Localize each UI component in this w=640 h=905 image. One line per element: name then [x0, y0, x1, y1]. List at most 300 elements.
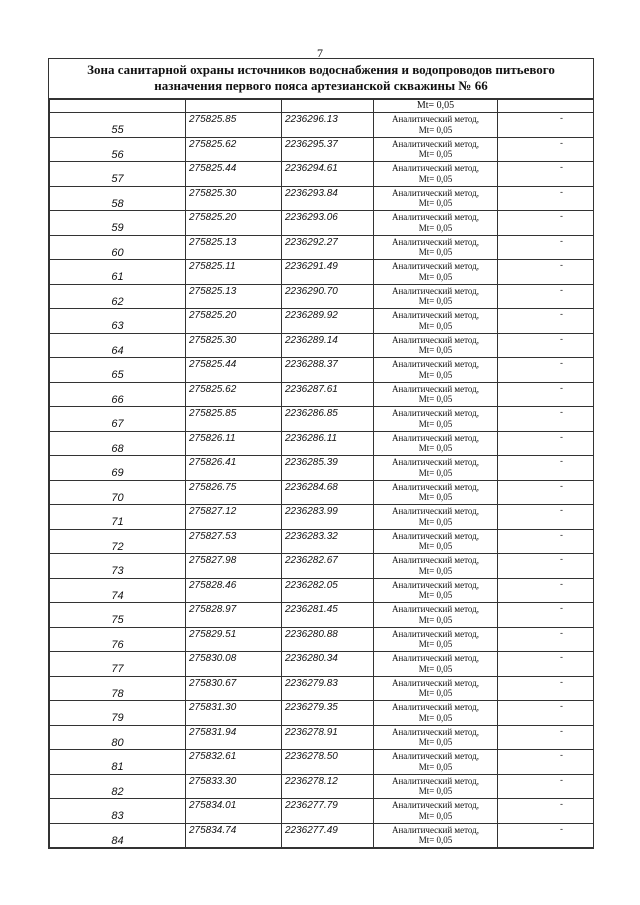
- y-coordinate-cell: [282, 358, 374, 383]
- x-coordinate-cell: [186, 309, 282, 334]
- method-cell: [374, 382, 498, 407]
- extra-value: -: [560, 260, 563, 270]
- x-coordinate: 275829.51: [189, 628, 237, 640]
- method-line2: Mt= 0,05: [418, 198, 453, 208]
- point-number: 56: [111, 148, 124, 161]
- x-coordinate-cell: [186, 529, 282, 554]
- point-number-cell: [50, 284, 186, 309]
- extra-cell: [498, 480, 594, 505]
- point-number: 68: [111, 442, 124, 455]
- y-coordinate-cell: [282, 799, 374, 824]
- x-coordinate-cell: [186, 382, 282, 407]
- y-coordinate-cell: [282, 333, 374, 358]
- y-coordinate-cell: [282, 505, 374, 530]
- method-line2: Mt= 0,05: [418, 663, 453, 674]
- point-number: 60: [111, 246, 124, 259]
- x-coordinate: 275827.98: [189, 555, 237, 566]
- point-number-cell: [50, 333, 186, 358]
- method-text: [374, 677, 497, 699]
- x-coordinate-cell: [186, 603, 282, 628]
- method-line1: Аналитический метод,: [391, 163, 480, 173]
- x-coordinate: 275825.30: [189, 334, 237, 346]
- method-line2: Mt= 0,05: [418, 541, 453, 551]
- method-cell: [374, 480, 498, 505]
- method-line2: Mt= 0,05: [418, 345, 453, 355]
- extra-value: -: [560, 725, 563, 736]
- method-cell: [374, 137, 498, 162]
- point-number-cell: [50, 235, 186, 260]
- point-number-cell: [50, 701, 186, 726]
- method-line2: Mt= 0,05: [418, 688, 453, 698]
- extra-value: -: [560, 701, 563, 711]
- x-coordinate: 275827.12: [189, 506, 237, 517]
- extra-value: -: [560, 309, 563, 319]
- extra-cell: [498, 407, 594, 432]
- continuation-cell-method: [374, 100, 498, 113]
- extra-value: -: [560, 235, 563, 246]
- table-row: [50, 799, 594, 824]
- point-number: 65: [111, 369, 124, 381]
- table-row: [50, 407, 594, 432]
- y-coordinate: 2236279.35: [285, 702, 338, 713]
- table-row: [50, 333, 594, 358]
- y-coordinate: 2236287.61: [285, 383, 338, 395]
- extra-cell: [498, 603, 594, 628]
- y-coordinate-cell: [282, 676, 374, 701]
- method-line1: Аналитический метод,: [391, 261, 480, 271]
- extra-value: -: [560, 676, 563, 687]
- extra-cell: [498, 358, 594, 383]
- method-text: [374, 603, 497, 625]
- continued-method-line: Mt= 0,05: [416, 100, 455, 111]
- method-cell: [374, 162, 498, 187]
- point-number-cell: [50, 603, 186, 628]
- point-number-cell: [50, 529, 186, 554]
- extra-value: -: [560, 799, 563, 809]
- method-line1: Аналитический метод,: [391, 481, 480, 492]
- table-row: [50, 823, 594, 848]
- point-number-cell: [50, 431, 186, 456]
- table-row: [50, 750, 594, 775]
- extra-cell: [498, 554, 594, 579]
- point-number: 61: [111, 271, 124, 283]
- y-coordinate: 2236278.12: [285, 775, 338, 787]
- y-coordinate: 2236293.84: [285, 187, 338, 199]
- method-line1: Аналитический метод,: [391, 408, 480, 418]
- extra-cell: [498, 627, 594, 652]
- y-coordinate: 2236289.92: [285, 310, 338, 321]
- point-number-cell: [50, 162, 186, 187]
- point-number: 73: [111, 565, 124, 577]
- coordinates-table: [49, 99, 594, 848]
- y-coordinate-cell: [282, 211, 374, 236]
- x-coordinate: 275825.85: [189, 408, 237, 419]
- point-number: 79: [111, 712, 124, 724]
- x-coordinate-cell: [186, 113, 282, 138]
- method-line2: Mt= 0,05: [418, 492, 453, 502]
- y-coordinate: 2236284.68: [285, 481, 338, 493]
- x-coordinate: 275825.44: [189, 359, 237, 370]
- method-cell: [374, 578, 498, 603]
- extra-value: -: [560, 162, 563, 172]
- method-cell: [374, 333, 498, 358]
- point-number-cell: [50, 578, 186, 603]
- point-number-cell: [50, 676, 186, 701]
- method-line2: Mt= 0,05: [418, 173, 453, 184]
- continuation-cell-extra: [498, 100, 594, 113]
- method-text: [374, 824, 497, 846]
- point-number: 82: [111, 785, 124, 798]
- table-row: [50, 652, 594, 677]
- method-text: [374, 554, 497, 576]
- method-line1: Аналитический метод,: [391, 187, 480, 198]
- method-text: [374, 652, 497, 674]
- y-coordinate: 2236282.05: [285, 579, 338, 591]
- method-line2: Mt= 0,05: [418, 737, 453, 747]
- x-coordinate-cell: [186, 725, 282, 750]
- point-number-cell: [50, 799, 186, 824]
- method-cell: [374, 799, 498, 824]
- y-coordinate: 2236289.14: [285, 334, 338, 346]
- method-line1: Аналитический метод,: [391, 604, 480, 614]
- x-coordinate-cell: [186, 137, 282, 162]
- extra-cell: [498, 799, 594, 824]
- table-row: [50, 676, 594, 701]
- method-cell: [374, 358, 498, 383]
- extra-cell: [498, 260, 594, 285]
- table-row: [50, 701, 594, 726]
- table-row: [50, 774, 594, 799]
- point-number: 78: [111, 687, 124, 700]
- x-coordinate-cell: [186, 358, 282, 383]
- method-line2: Mt= 0,05: [418, 810, 453, 821]
- point-number-cell: [50, 113, 186, 138]
- point-number-cell: [50, 260, 186, 285]
- method-line1: Аналитический метод,: [391, 775, 480, 786]
- method-line2: Mt= 0,05: [418, 835, 453, 845]
- method-cell: [374, 554, 498, 579]
- method-cell: [374, 774, 498, 799]
- point-number: 64: [111, 344, 124, 357]
- x-coordinate: 275827.53: [189, 530, 237, 542]
- extra-value: -: [560, 505, 563, 515]
- method-cell: [374, 284, 498, 309]
- extra-value: -: [560, 456, 563, 466]
- method-line1: Аналитический метод,: [391, 212, 480, 222]
- y-coordinate: 2236285.39: [285, 457, 338, 468]
- x-coordinate: 275830.67: [189, 677, 237, 689]
- method-text: [374, 334, 497, 356]
- extra-value: -: [560, 627, 563, 638]
- point-number: 55: [111, 124, 124, 136]
- y-coordinate-cell: [282, 113, 374, 138]
- point-number-cell: [50, 627, 186, 652]
- y-coordinate-cell: [282, 554, 374, 579]
- y-coordinate: 2236288.37: [285, 359, 338, 370]
- table-row: [50, 186, 594, 211]
- method-cell: [374, 750, 498, 775]
- point-number-cell: [50, 505, 186, 530]
- y-coordinate: 2236293.06: [285, 212, 338, 223]
- method-cell: [374, 676, 498, 701]
- table-row: [50, 431, 594, 456]
- method-cell: [374, 260, 498, 285]
- x-coordinate-cell: [186, 627, 282, 652]
- method-line1: Аналитический метод,: [391, 236, 480, 247]
- method-line1: Аналитический метод,: [391, 383, 480, 394]
- method-line2: Mt= 0,05: [418, 320, 453, 331]
- table-row: [50, 382, 594, 407]
- y-coordinate-cell: [282, 823, 374, 848]
- y-coordinate: 2236292.27: [285, 236, 338, 248]
- extra-value: -: [560, 137, 563, 148]
- y-coordinate-cell: [282, 701, 374, 726]
- point-number-cell: [50, 823, 186, 848]
- y-coordinate: 2236279.83: [285, 677, 338, 689]
- method-cell: [374, 186, 498, 211]
- y-coordinate-cell: [282, 137, 374, 162]
- continuation-row: [50, 100, 594, 113]
- method-cell: [374, 529, 498, 554]
- method-line1: Аналитический метод,: [391, 285, 480, 296]
- x-coordinate-cell: [186, 774, 282, 799]
- extra-cell: [498, 750, 594, 775]
- x-coordinate: 275825.44: [189, 163, 237, 174]
- method-line2: Mt= 0,05: [418, 443, 453, 453]
- extra-cell: [498, 333, 594, 358]
- x-coordinate: 275825.85: [189, 114, 237, 125]
- extra-cell: [498, 652, 594, 677]
- method-text: [374, 481, 497, 503]
- method-line1: Аналитический метод,: [391, 457, 480, 467]
- method-line2: Mt= 0,05: [418, 222, 453, 233]
- y-coordinate-cell: [282, 309, 374, 334]
- method-line2: Mt= 0,05: [418, 247, 453, 257]
- x-coordinate-cell: [186, 186, 282, 211]
- x-coordinate-cell: [186, 823, 282, 848]
- method-line1: Аналитический метод,: [391, 432, 480, 443]
- y-coordinate-cell: [282, 725, 374, 750]
- extra-value: -: [560, 750, 563, 760]
- y-coordinate: 2236277.79: [285, 800, 338, 811]
- extra-cell: [498, 529, 594, 554]
- method-line1: Аналитический метод,: [391, 800, 480, 810]
- method-cell: [374, 701, 498, 726]
- extra-value: -: [560, 211, 563, 221]
- method-line2: Mt= 0,05: [418, 614, 453, 625]
- point-number: 83: [111, 810, 124, 822]
- method-text: [374, 799, 497, 821]
- method-line2: Mt= 0,05: [418, 712, 453, 723]
- method-text: [374, 383, 497, 405]
- method-text: [374, 505, 497, 527]
- continuation-cell-x: [186, 100, 282, 113]
- y-coordinate-cell: [282, 652, 374, 677]
- extra-cell: [498, 456, 594, 481]
- method-line1: Аналитический метод,: [391, 677, 480, 688]
- method-text: [374, 432, 497, 454]
- x-coordinate-cell: [186, 505, 282, 530]
- table-row: [50, 235, 594, 260]
- point-number: 76: [111, 638, 124, 651]
- point-number: 70: [111, 491, 124, 504]
- method-text: [374, 162, 497, 184]
- y-coordinate-cell: [282, 382, 374, 407]
- point-number-cell: [50, 750, 186, 775]
- y-coordinate: 2236286.85: [285, 408, 338, 419]
- y-coordinate: 2236290.70: [285, 285, 338, 297]
- y-coordinate-cell: [282, 235, 374, 260]
- extra-cell: [498, 382, 594, 407]
- x-coordinate: 275828.97: [189, 604, 237, 615]
- x-coordinate: 275825.20: [189, 212, 237, 223]
- extra-cell: [498, 676, 594, 701]
- table-row: [50, 284, 594, 309]
- method-line2: Mt= 0,05: [418, 467, 453, 478]
- extra-value: -: [560, 652, 563, 662]
- table-row: [50, 211, 594, 236]
- y-coordinate-cell: [282, 162, 374, 187]
- point-number: 57: [111, 173, 124, 185]
- method-text: [374, 113, 497, 135]
- x-coordinate: 275825.30: [189, 187, 237, 199]
- method-line1: Аналитический метод,: [391, 555, 480, 565]
- extra-cell: [498, 211, 594, 236]
- x-coordinate-cell: [186, 676, 282, 701]
- x-coordinate: 275831.94: [189, 726, 237, 738]
- x-coordinate: 275828.46: [189, 579, 237, 591]
- extra-value: -: [560, 407, 563, 417]
- method-text: [374, 285, 497, 307]
- method-text: [374, 530, 497, 552]
- y-coordinate-cell: [282, 407, 374, 432]
- extra-cell: [498, 774, 594, 799]
- extra-cell: [498, 186, 594, 211]
- point-number: 66: [111, 393, 124, 406]
- table-row: [50, 358, 594, 383]
- x-coordinate: 275826.41: [189, 457, 237, 468]
- y-coordinate-cell: [282, 480, 374, 505]
- method-cell: [374, 603, 498, 628]
- x-coordinate: 275832.61: [189, 751, 237, 762]
- method-line2: Mt= 0,05: [418, 639, 453, 649]
- x-coordinate-cell: [186, 431, 282, 456]
- point-number-cell: [50, 407, 186, 432]
- method-text: [374, 456, 497, 478]
- y-coordinate: 2236281.45: [285, 604, 338, 615]
- table-row: [50, 456, 594, 481]
- extra-value: -: [560, 186, 563, 197]
- y-coordinate: 2236283.99: [285, 506, 338, 517]
- point-number: 63: [111, 320, 124, 332]
- method-line1: Аналитический метод,: [391, 310, 480, 320]
- method-line1: Аналитический метод,: [391, 653, 480, 663]
- method-cell: [374, 309, 498, 334]
- x-coordinate: 275826.11: [189, 432, 236, 444]
- x-coordinate-cell: [186, 162, 282, 187]
- y-coordinate-cell: [282, 186, 374, 211]
- point-number: 77: [111, 663, 124, 675]
- extra-value: -: [560, 578, 563, 589]
- method-text: [374, 309, 497, 331]
- method-line2: Mt= 0,05: [418, 271, 453, 282]
- continuation-cell-number: [50, 100, 186, 113]
- page-number: 7: [317, 46, 323, 60]
- point-number: 67: [111, 418, 124, 430]
- table-row: [50, 162, 594, 187]
- extra-cell: [498, 162, 594, 187]
- x-coordinate-cell: [186, 554, 282, 579]
- y-coordinate: 2236283.32: [285, 530, 338, 542]
- y-coordinate-cell: [282, 260, 374, 285]
- method-text: [374, 211, 497, 233]
- x-coordinate: 275825.20: [189, 310, 237, 321]
- y-coordinate-cell: [282, 284, 374, 309]
- x-coordinate: 275834.74: [189, 824, 237, 836]
- point-number-cell: [50, 309, 186, 334]
- method-line1: Аналитический метод,: [391, 506, 480, 516]
- method-cell: [374, 431, 498, 456]
- method-cell: [374, 407, 498, 432]
- method-text: [374, 579, 497, 601]
- extra-cell: [498, 137, 594, 162]
- method-cell: [374, 113, 498, 138]
- x-coordinate: 275831.30: [189, 702, 237, 713]
- method-text: [374, 726, 497, 748]
- table-row: [50, 480, 594, 505]
- y-coordinate-cell: [282, 774, 374, 799]
- x-coordinate-cell: [186, 260, 282, 285]
- table-row: [50, 113, 594, 138]
- extra-value: -: [560, 358, 563, 368]
- extra-cell: [498, 235, 594, 260]
- method-cell: [374, 652, 498, 677]
- point-number-cell: [50, 652, 186, 677]
- method-text: [374, 750, 497, 772]
- point-number-cell: [50, 186, 186, 211]
- method-line2: Mt= 0,05: [418, 394, 453, 404]
- extra-cell: [498, 701, 594, 726]
- method-line2: Mt= 0,05: [418, 418, 453, 429]
- method-text: [374, 236, 497, 258]
- x-coordinate-cell: [186, 211, 282, 236]
- y-coordinate: 2236282.67: [285, 555, 338, 566]
- table-row: [50, 603, 594, 628]
- method-line1: Аналитический метод,: [391, 114, 480, 124]
- y-coordinate-cell: [282, 529, 374, 554]
- table-row: [50, 554, 594, 579]
- method-line1: Аналитический метод,: [391, 579, 480, 590]
- point-number-cell: [50, 358, 186, 383]
- extra-cell: [498, 284, 594, 309]
- x-coordinate: 275825.62: [189, 138, 237, 150]
- y-coordinate: 2236295.37: [285, 138, 338, 150]
- method-line2: Mt= 0,05: [418, 565, 453, 576]
- method-text: [374, 701, 497, 723]
- method-line2: Mt= 0,05: [418, 516, 453, 527]
- extra-cell: [498, 505, 594, 530]
- method-text: [374, 260, 497, 282]
- x-coordinate-cell: [186, 284, 282, 309]
- x-coordinate-cell: [186, 480, 282, 505]
- point-number: 62: [111, 295, 124, 308]
- method-text: [374, 187, 497, 209]
- point-number: 58: [111, 197, 124, 210]
- method-cell: [374, 456, 498, 481]
- extra-value: -: [560, 382, 563, 393]
- extra-cell: [498, 823, 594, 848]
- extra-cell: [498, 431, 594, 456]
